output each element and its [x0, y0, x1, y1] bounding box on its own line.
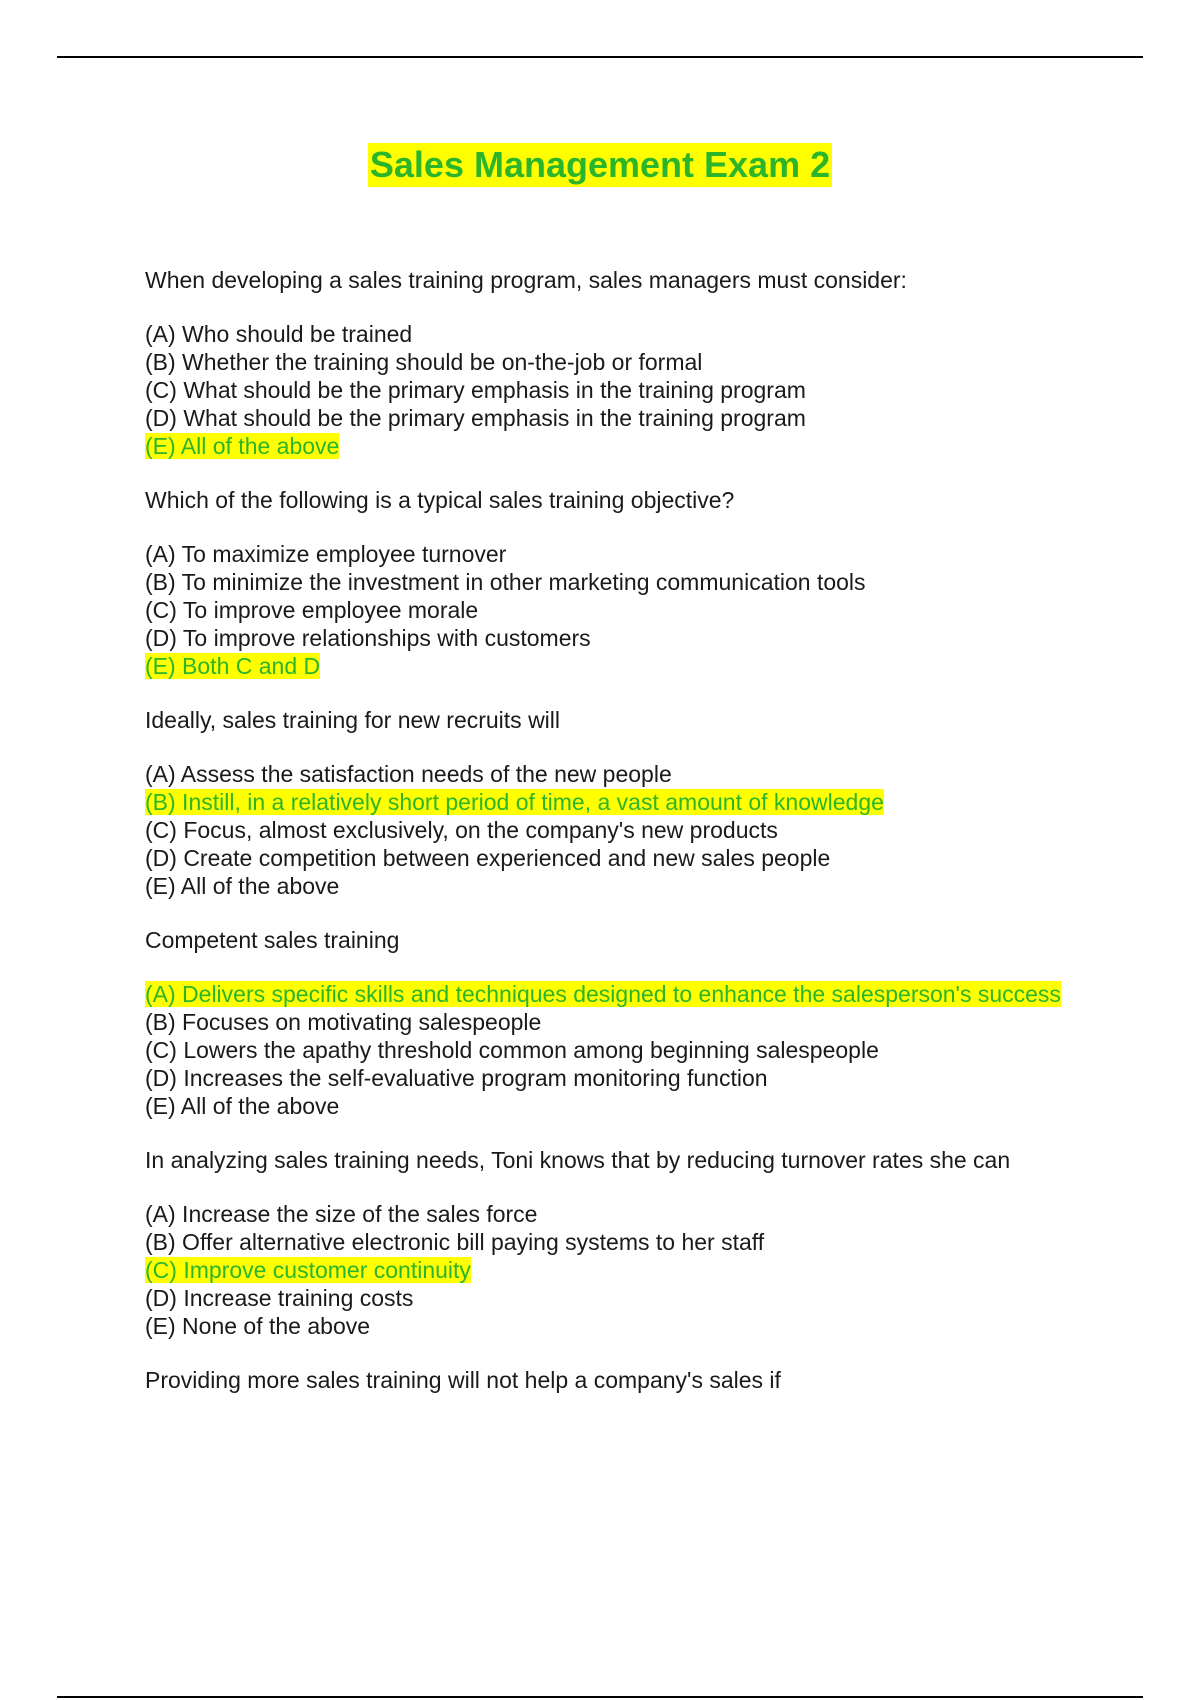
document-title: Sales Management Exam 2 — [369, 144, 831, 185]
answer-option-text: (B) Focuses on motivating salespeople — [145, 1009, 542, 1035]
answer-options — [145, 320, 1085, 460]
answer-option-text: (A) Delivers specific skills and techniques designed to enhance the salesperson's success — [145, 981, 1061, 1007]
answer-option — [145, 404, 1085, 432]
answer-option — [145, 1200, 1085, 1228]
bottom-rule — [57, 1696, 1143, 1698]
answer-option-text: (D) Create competition between experienced and new sales people — [145, 845, 831, 871]
answer-option-correct — [145, 788, 1085, 816]
answer-option — [145, 1312, 1085, 1340]
question-text: In analyzing sales training needs, Toni knows that by reducing turnover rates she can — [145, 1147, 1011, 1173]
answer-option — [145, 568, 1085, 596]
title-container — [0, 143, 1200, 187]
answer-option — [145, 320, 1085, 348]
answer-option — [145, 760, 1085, 788]
question-text: Ideally, sales training for new recruits will — [145, 707, 561, 733]
answer-option-text: (A) Increase the size of the sales force — [145, 1201, 538, 1227]
answer-option — [145, 844, 1085, 872]
answer-option-text: (A) Assess the satisfaction needs of the new people — [145, 761, 672, 787]
answer-option — [145, 1228, 1085, 1256]
question-block — [145, 486, 1085, 680]
answer-options — [145, 760, 1085, 900]
answer-option-text: (C) Improve customer continuity — [145, 1257, 471, 1283]
answer-options — [145, 980, 1085, 1120]
answer-option-text: (A) To maximize employee turnover — [145, 541, 507, 567]
answer-option-text: (B) Offer alternative electronic bill paying systems to her staff — [145, 1229, 765, 1255]
answer-option-correct — [145, 432, 1085, 460]
top-rule — [57, 56, 1143, 58]
answer-option — [145, 1036, 1085, 1064]
answer-option — [145, 1008, 1085, 1036]
answer-option — [145, 1284, 1085, 1312]
answer-option-correct — [145, 1256, 1085, 1284]
answer-option — [145, 540, 1085, 568]
question-text: Which of the following is a typical sales training objective? — [145, 487, 735, 513]
answer-option — [145, 1064, 1085, 1092]
answer-option-text: (B) Instill, in a relatively short period of time, a vast amount of knowledge — [145, 789, 884, 815]
question-block — [145, 1146, 1085, 1340]
answer-option-correct — [145, 980, 1085, 1008]
answer-option-text: (C) What should be the primary emphasis in the training program — [145, 377, 806, 403]
question-text: When developing a sales training program, sales managers must consider: — [145, 267, 907, 293]
answer-option — [145, 596, 1085, 624]
question-block — [145, 266, 1085, 460]
answer-option-text: (C) To improve employee morale — [145, 597, 479, 623]
answer-option — [145, 376, 1085, 404]
answer-option-text: (B) Whether the training should be on-the-job or formal — [145, 349, 703, 375]
answer-option-text: (B) To minimize the investment in other marketing communication tools — [145, 569, 866, 595]
answer-option — [145, 624, 1085, 652]
answer-option-text: (C) Lowers the apathy threshold common among beginning salespeople — [145, 1037, 879, 1063]
answer-option-text: (E) All of the above — [145, 433, 340, 459]
answer-option-text: (E) Both C and D — [145, 653, 321, 679]
answer-option-text: (C) Focus, almost exclusively, on the company's new products — [145, 817, 778, 843]
answer-option — [145, 816, 1085, 844]
answer-option — [145, 348, 1085, 376]
answer-option-text: (A) Who should be trained — [145, 321, 413, 347]
answer-option-text: (D) What should be the primary emphasis in the training program — [145, 405, 806, 431]
answer-option-text: (D) To improve relationships with customers — [145, 625, 591, 651]
question-text: Competent sales training — [145, 927, 400, 953]
answer-option-text: (D) Increases the self-evaluative program monitoring function — [145, 1065, 768, 1091]
answer-option-text: (E) All of the above — [145, 873, 340, 899]
answer-option-text: (D) Increase training costs — [145, 1285, 414, 1311]
answer-option-correct — [145, 652, 1085, 680]
answer-options — [145, 540, 1085, 680]
exam-content — [145, 266, 1085, 1420]
answer-option — [145, 1092, 1085, 1120]
answer-options — [145, 1200, 1085, 1340]
answer-option-text: (E) None of the above — [145, 1313, 371, 1339]
question-block — [145, 926, 1085, 1120]
question-block — [145, 706, 1085, 900]
answer-option — [145, 872, 1085, 900]
question-text: Providing more sales training will not help a company's sales if — [145, 1367, 781, 1393]
answer-option-text: (E) All of the above — [145, 1093, 340, 1119]
question-block — [145, 1366, 1085, 1394]
